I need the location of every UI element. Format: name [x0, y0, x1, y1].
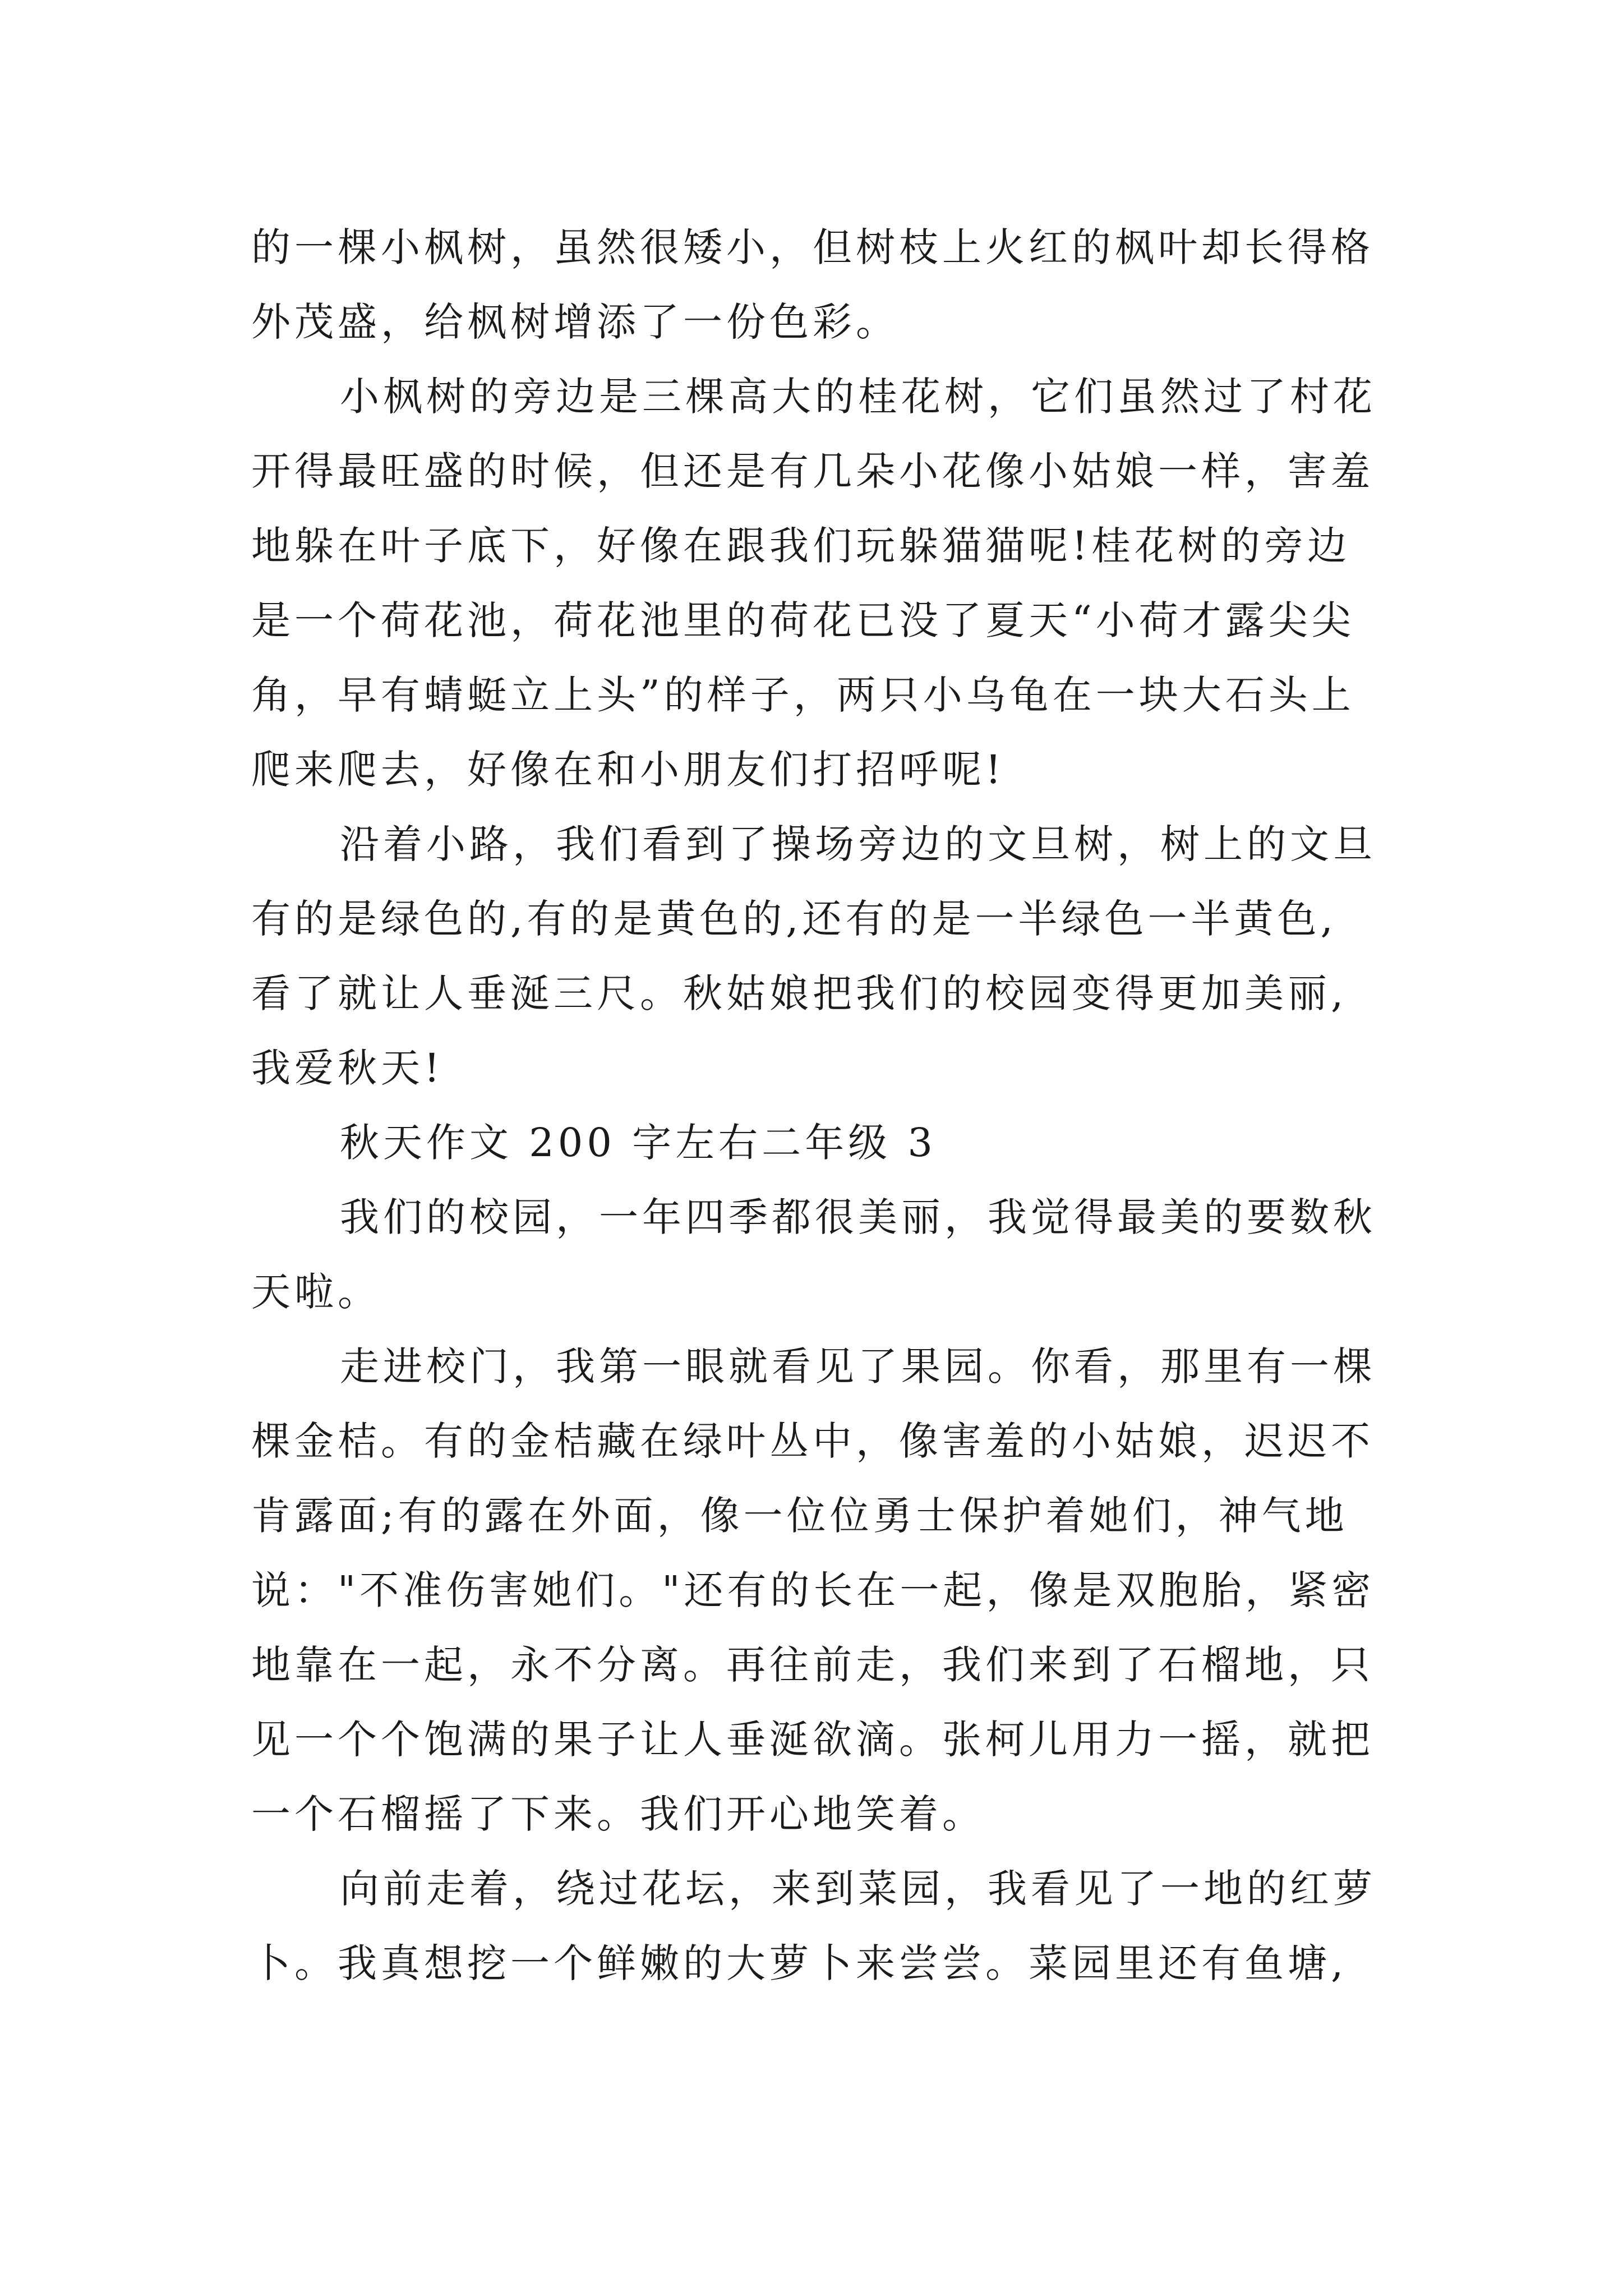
text-line: 外茂盛，给枫树增添了一份色彩。: [251, 299, 899, 345]
text-line: 的一棵小枫树，虽然很矮小，但树枝上火红的枫叶却长得格: [251, 224, 1374, 270]
text-line: 爬来爬去，好像在和小朋友们打招呼呢!: [251, 747, 1006, 793]
text-line: 说："不准伤害她们。"还有的长在一起，像是双胞胎，紧密: [251, 1567, 1375, 1613]
text-line: 有的是绿色的,有的是黄色的,还有的是一半绿色一半黄色,: [251, 896, 1337, 942]
text-line: 是一个荷花池，荷花池里的荷花已没了夏天“小荷才露尖尖: [251, 597, 1355, 643]
text-line: 开得最旺盛的时候，但还是有几朵小花像小姑娘一样，害羞: [251, 448, 1374, 494]
text-line: 见一个个饱满的果子让人垂涎欲滴。张柯儿用力一摇，就把: [251, 1717, 1374, 1763]
text-line: 肯露面;有的露在外面，像一位位勇士保护着她们，神气地: [251, 1493, 1348, 1539]
text-line: 卜。我真想挖一个鲜嫩的大萝卜来尝尝。菜园里还有鱼塘,: [251, 1940, 1348, 1986]
text-line: 我爱秋天!: [251, 1045, 444, 1091]
document-body: [251, 210, 1401, 2001]
paragraph-first-line: 走进校门，我第一眼就看见了果园。你看，那里有一棵: [340, 1343, 1376, 1389]
paragraph-first-line: 沿着小路，我们看到了操场旁边的文旦树，树上的文旦: [340, 821, 1376, 867]
paragraph-first-line: 我们的校园，一年四季都很美丽，我觉得最美的要数秋: [340, 1194, 1376, 1240]
text-line: 一个石榴摇了下来。我们开心地笑着。: [251, 1791, 985, 1837]
text-line: 棵金桔。有的金桔藏在绿叶丛中，像害羞的小姑娘，迟迟不: [251, 1418, 1374, 1464]
text-line: 地靠在一起，永不分离。再往前走，我们来到了石榴地，只: [251, 1642, 1374, 1688]
text-line: 看了就让人垂涎三尺。秋姑娘把我们的校园变得更加美丽,: [251, 970, 1348, 1016]
text-line: 天啦。: [251, 1269, 381, 1315]
text-line: 地躲在叶子底下，好像在跟我们玩躲猫猫呢!桂花树的旁边: [251, 523, 1351, 569]
paragraph-first-line: 向前走着，绕过花坛，来到菜园，我看见了一地的红萝: [340, 1866, 1376, 1912]
paragraph-first-line: 小枫树的旁边是三棵高大的桂花树，它们虽然过了村花: [340, 374, 1376, 420]
text-line: 角，早有蜻蜓立上头”的样子，两只小乌龟在一块大石头上: [251, 672, 1355, 718]
paragraph-first-line: 秋天作文 200 字左右二年级 3: [340, 1120, 937, 1166]
